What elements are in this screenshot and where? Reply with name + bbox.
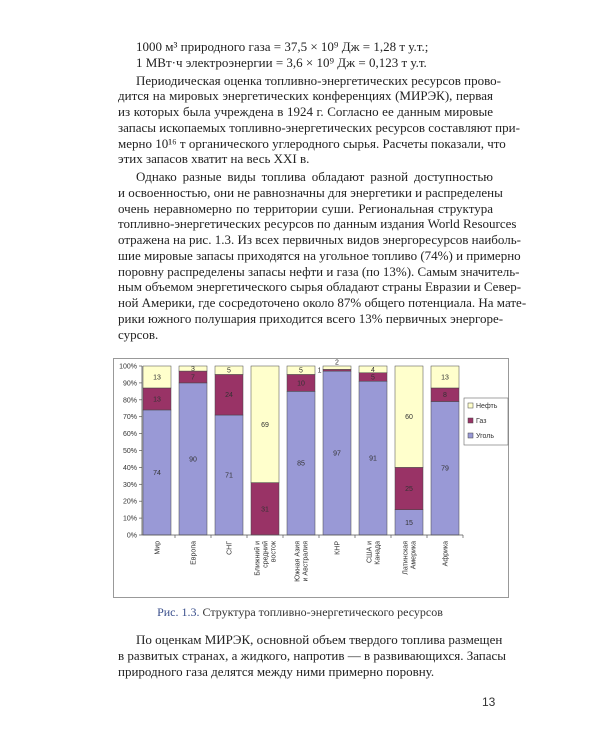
data-label: 5 xyxy=(299,367,303,375)
text-line: мерно 10¹⁶ т органического углеродного сырья. Расчеты показали, что xyxy=(118,135,506,151)
data-label: 10 xyxy=(297,380,305,388)
category-label: США и xyxy=(366,541,374,563)
category-label: Африка xyxy=(442,541,450,567)
category-label: средний xyxy=(262,541,270,568)
text-line: из которых была учреждена в 1924 г. Согласно ее данным мировые xyxy=(118,104,493,119)
data-label: 2 xyxy=(335,359,339,367)
y-tick-label: 70% xyxy=(122,414,137,422)
data-label: 69 xyxy=(261,421,269,429)
text-line: очень неравномерно по территории суши. Региональная структура xyxy=(118,200,493,216)
data-label: 79 xyxy=(441,465,449,473)
text-line: ной Америки, где сосредоточено около 87% общего потенциала. На мате- xyxy=(118,295,527,310)
data-label: 97 xyxy=(333,450,341,458)
category-label: Америка xyxy=(410,541,418,570)
text-line: По оценкам МИРЭК, основной объем твердого топлива размещен xyxy=(136,632,503,647)
y-tick-label: 80% xyxy=(122,397,137,405)
category-label: Южная Азия xyxy=(294,541,302,582)
text-line: шие мировые запасы приходятся на угольное топливо (74%) и примерно xyxy=(118,247,521,263)
text-line: дится на мировых энергетических конференциях (МИРЭК), первая xyxy=(118,88,493,104)
caption-text: Структура топливно-энергетического ресурсов xyxy=(199,605,443,619)
text-line: 1 МВт·ч электроэнергии = 3,6 × 10⁹ Дж = 0,123 т у.т. xyxy=(136,54,427,70)
category-label: Мир xyxy=(154,541,162,555)
data-label: 4 xyxy=(371,366,375,374)
text-line: ным объемом энергетического сырья обладают страны Евразии и Север- xyxy=(118,279,522,295)
y-tick-label: 100% xyxy=(119,363,137,371)
legend-label: Нефть xyxy=(476,403,498,410)
category-label: СНГ xyxy=(226,541,234,555)
category-label: Европа xyxy=(190,541,198,565)
data-label: 13 xyxy=(441,374,449,382)
y-tick-label: 60% xyxy=(122,431,137,439)
data-label: 85 xyxy=(297,460,305,468)
text-line: этих запасов хватит на весь XXI в. xyxy=(118,151,310,167)
bar-segment-Нефть xyxy=(323,366,351,369)
body-text-bottom xyxy=(118,632,507,679)
y-tick-label: 90% xyxy=(122,380,137,388)
data-label: 7 xyxy=(191,374,195,382)
y-tick-label: 40% xyxy=(122,464,137,472)
y-tick-label: 20% xyxy=(122,498,137,506)
data-label: 60 xyxy=(405,414,413,422)
text-line: рики южного полушария приходится всего 13% первичных энергоре- xyxy=(118,310,504,326)
category-label: Латинская xyxy=(402,541,410,575)
text-line: Периодическая оценка топливно-энергетических ресурсов прово- xyxy=(136,72,501,88)
data-label: 31 xyxy=(261,506,269,514)
category-label: Канада xyxy=(374,541,382,565)
y-tick-label: 50% xyxy=(122,448,137,455)
text-line: топливно-энергетических ресурсов по данным издания World Resources xyxy=(118,216,517,232)
legend-swatch-Газ xyxy=(468,418,473,423)
data-label: 13 xyxy=(153,374,161,382)
page-number: 13 xyxy=(482,695,496,709)
legend-label: Газ xyxy=(476,418,487,425)
text-line: Однако разные виды топлива обладают разной доступностью xyxy=(136,169,493,184)
figure-label: Рис. 1.3. xyxy=(157,605,200,619)
text-line: и освоенностью, они не равнозначны для энергетики и распределены xyxy=(118,184,503,200)
data-label: 1 xyxy=(317,367,322,375)
data-label: 71 xyxy=(225,472,233,480)
text-line: сурсов. xyxy=(118,326,159,342)
legend-swatch-Нефть xyxy=(468,403,473,408)
data-label: 8 xyxy=(443,392,447,400)
category-label: восток xyxy=(270,541,278,563)
data-label: 25 xyxy=(405,486,413,494)
text-line: природного газа делятся между ними примерно поровну. xyxy=(118,663,435,679)
category-label: Ближний и xyxy=(254,541,262,576)
data-label: 13 xyxy=(153,396,161,404)
text-line: поровну распределены запасы нефти и газа (по 13%). Самым значитель- xyxy=(118,263,520,279)
data-label: 5 xyxy=(227,367,231,375)
y-tick-label: 10% xyxy=(122,515,137,523)
data-label: 5 xyxy=(371,374,375,382)
data-label: 91 xyxy=(369,455,377,463)
bar-segment-Газ xyxy=(323,369,351,371)
energy-structure-chart xyxy=(113,358,509,598)
text-line: запасы ископаемых топливно-энергетических ресурсов составляют при- xyxy=(118,119,520,135)
category-label: и Австралия xyxy=(302,541,310,582)
y-tick-label: 0% xyxy=(126,532,137,540)
text-line: отражена на рис. 1.3. Из всех первичных видов энергоресурсов наиболь- xyxy=(118,232,521,247)
data-label: 90 xyxy=(189,456,197,464)
legend-label: Уголь xyxy=(476,433,495,440)
data-label: 74 xyxy=(153,469,161,477)
legend-swatch-Уголь xyxy=(468,433,473,438)
y-tick-label: 30% xyxy=(122,481,137,489)
category-label: КНР xyxy=(334,541,342,555)
text-line: в развитых странах, а жидкого, напротив — в развивающихся. Запасы xyxy=(118,647,507,663)
data-label: 15 xyxy=(405,519,413,527)
text-line: 1000 м³ природного газа = 37,5 × 10⁹ Дж = 1,28 т у.т.; xyxy=(136,39,429,54)
figure-caption xyxy=(0,605,600,620)
data-label: 24 xyxy=(225,392,233,400)
body-text-top xyxy=(118,39,527,342)
data-label: 3 xyxy=(191,366,195,374)
